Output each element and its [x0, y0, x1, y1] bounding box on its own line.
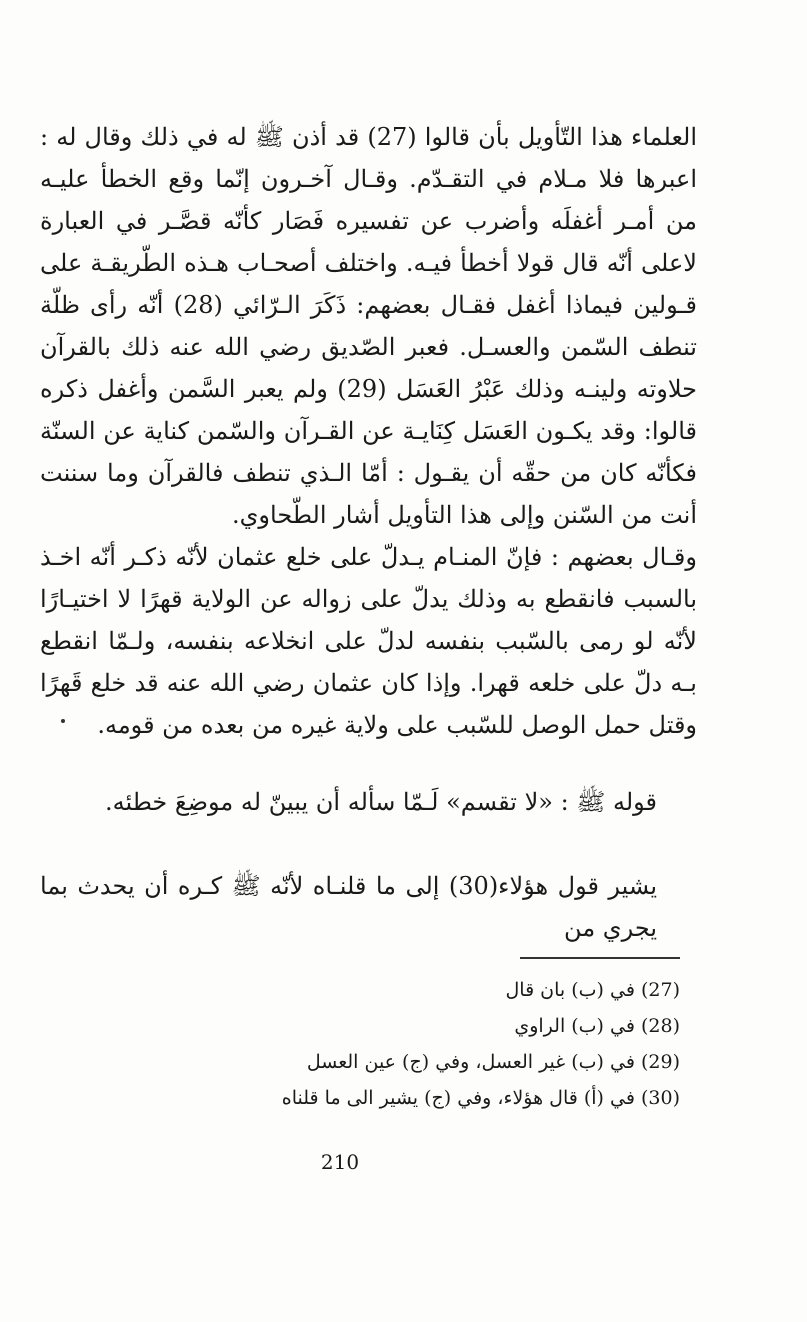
footnote-29: (29) في (ب) غير العسل، وفي (ج) عين العسل: [306, 1051, 680, 1073]
footnote-27: (27) في (ب) بان قال: [505, 979, 680, 1001]
page-number: 210: [320, 1150, 360, 1174]
footnote-28: (28) في (ب) الراوي: [514, 1015, 680, 1037]
footnote-30: (30) في (أ) قال هؤلاء، وفي (ج) يشير الى ما قلناه: [281, 1087, 680, 1109]
footnote-divider: [520, 957, 680, 959]
stray-mark: [61, 719, 65, 723]
footnotes: [180, 972, 680, 1116]
paragraph-1: العلماء هذا التّأويل بأن قالوا (27) قد أذن ﷺ له في ذلك وقال له : اعبرها فلا مـلام في التقـدّم. وقـال آخـرون إنّما وقع الخطأ عليـه من أمـر أغفلَه وأضرب عن تفسيره فَصَار كأنّه قصَّـر في العبارة لاعلى أنّه قال قولا أخطأ فيـه. واختلف أصحـاب هـذه الطّريقـة على قـولين فيماذا أغفل فقـال بعضهم: ذَكَرَ الـرّائي (28) أنّه رأى ظلّة تنطف السّمن والعسـل. فعبر الصّديق رضي الله عنه ذلك بالقرآن حلاوته ولينـه وذلك عَبْرُ العَسَل (29) ولم يعبر السَّمن وأغفل ذكره قالوا: وقد يكـون العَسَل كِنَايـة عن القـرآن والسّمن كناية عن السنّة فكأنّه كان من حقّه أن يقـول : أمّا الـذي تنطف فالقرآن وما سننت أنت من السّنن وإلى هذا التأويل أشار الطّحاوي.: [40, 123, 698, 529]
paragraph-4: يشير قول هؤلاء(30) إلى ما قلنـاه لأنّه ﷺ كـره أن يحدث بما يجري من: [40, 872, 658, 942]
paragraph-2: وقـال بعضهم : فإنّ المنـام يـدلّ على خلع عثمان لأنّه ذكـر أنّه اخـذ بالسبب فانقطع به وذلك يدلّ على زواله عن الولاية قهرًا لا اختيـارًا لأنّه لو رمى بالسّبب بنفسه لدلّ على انخلاعه بنفسه، ولـمّا انقطع بـه دلّ على خلعه قهرا. وإذا كان عثمان رضي الله عنه قد خلع قَهرًا وقتل حمل الوصل للسّبب على ولاية غيره من بعده من قومه.: [40, 543, 697, 739]
paragraph-3: قوله ﷺ : «لا تقسم» لَـمّا سأله أن يبينّ له موضِعَ خطئه.: [104, 788, 657, 816]
